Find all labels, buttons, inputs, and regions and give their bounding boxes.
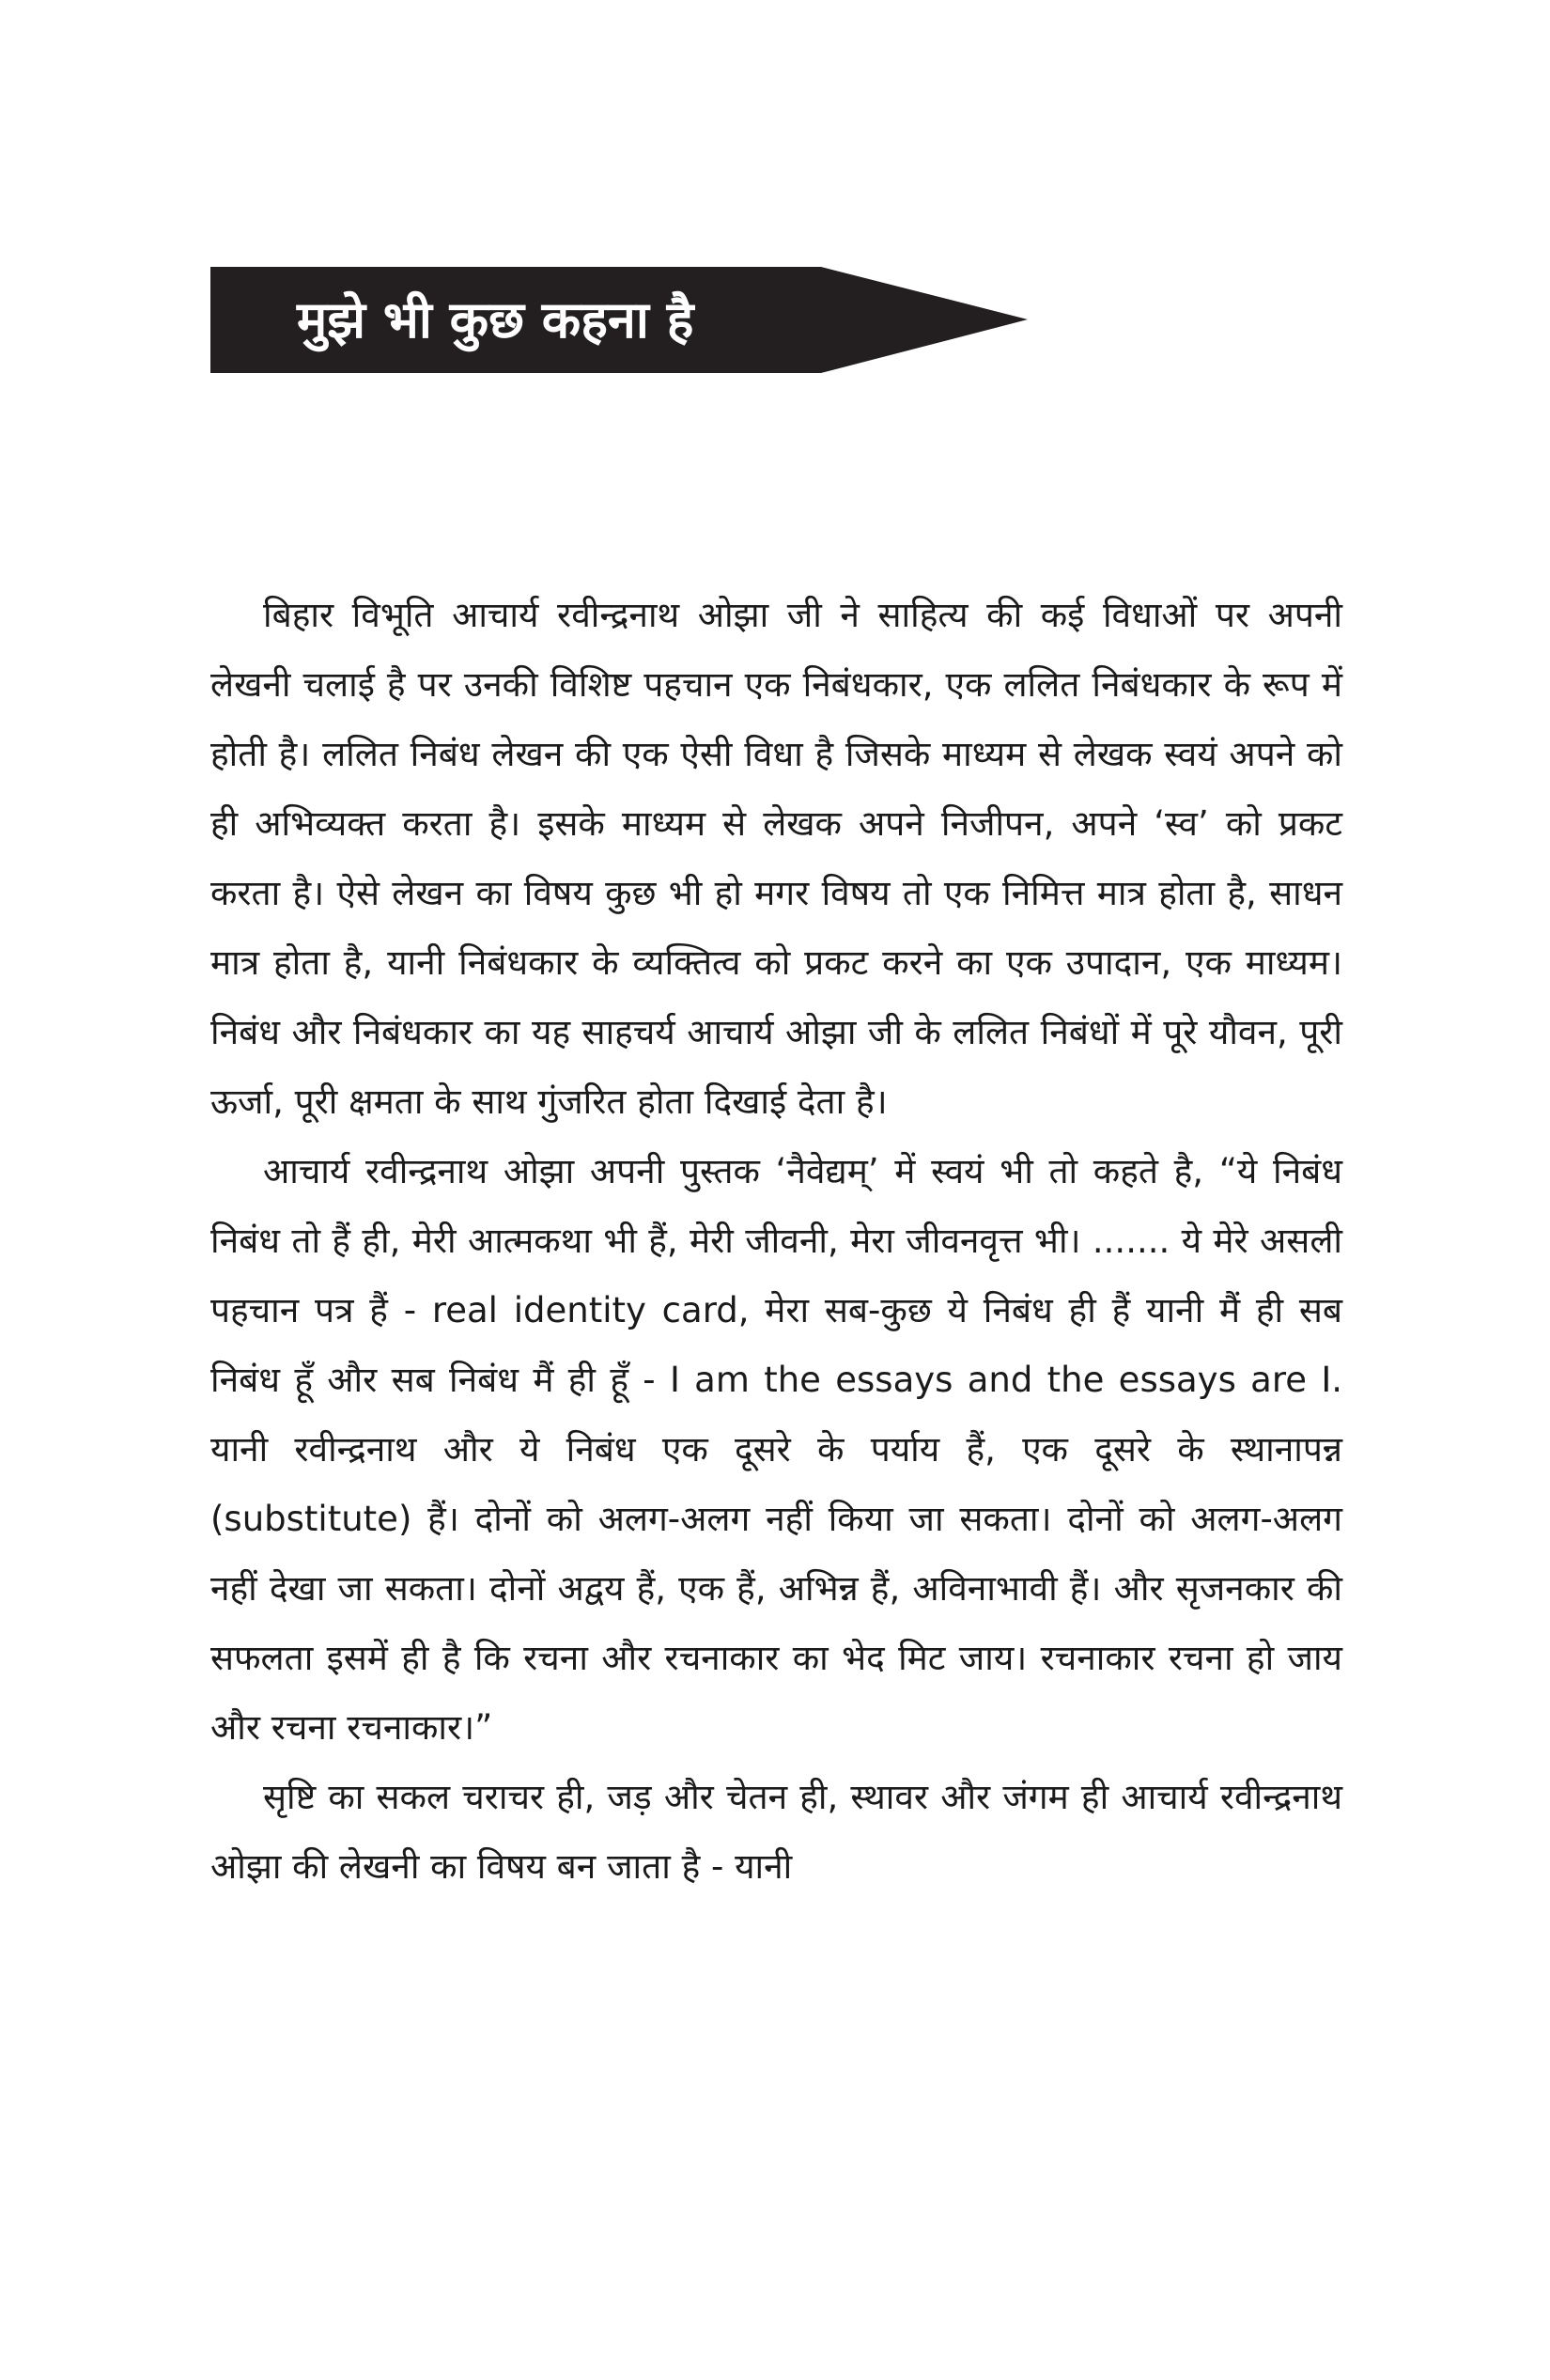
page-title: मुझे भी कुछ कहना है [297,290,694,350]
paragraph-3: सृष्टि का सकल चराचर ही, जड़ और चेतन ही, स्थावर और जंगम ही आचार्य रवीन्द्रनाथ ओझा की लेखनी का विषय बन जाता है - यानी [210,1777,1342,1887]
heading-banner [210,267,1028,373]
paragraph-2: आचार्य रवीन्द्रनाथ ओझा अपनी पुस्तक ‘नैवेद्यम्’ में स्वयं भी तो कहते है, “ये निबंध निबंध तो हैं ही, मेरी आत्मकथा भी हैं, मेरी जीवनी, मेरा जीवनवृत्त भी। ....... ये मेरे असली पहचान पत्र हैं - real identity card, मेरा सब-कुछ ये निबंध ही हैं यानी मैं ही सब निबंध हूँ और सब निबंध मैं ही हूँ - I am the essays and the essays are I. यानी रवीन्द्रनाथ और ये निबंध एक दूसरे के पर्याय हैं, एक दूसरे के स्थानापन्न (substitute) हैं। दोनों को अलग-अलग नहीं किया जा सकता। दोनों को अलग-अलग नहीं देखा जा सकता। दोनों अद्वय हैं, एक हैं, अभिन्न हैं, अविनाभावी हैं। और सृजनकार की सफलता इसमें ही है कि रचना और रचनाकार का भेद मिट जाय। रचनाकार रचना हो जाय और रचना रचनाकार।” [210,1151,1342,1748]
paragraph-1: बिहार विभूति आचार्य रवीन्द्रनाथ ओझा जी ने साहित्य की कई विधाओं पर अपनी लेखनी चलाई है पर उनकी विशिष्ट पहचान एक निबंधकार, एक ललित निबंधकार के रूप में होती है। ललित निबंध लेखन की एक ऐसी विधा है जिसके माध्यम से लेखक स्वयं अपने को ही अभिव्यक्त करता है। इसके माध्यम से लेखक अपने निजीपन, अपने ‘स्व’ को प्रकट करता है। ऐसे लेखन का विषय कुछ भी हो मगर विषय तो एक निमित्त मात्र होता है, साधन मात्र होता है, यानी निबंधकार के व्यक्तित्व को प्रकट करने का एक उपादान, एक माध्यम। निबंध और निबंधकार का यह साहचर्य आचार्य ओझा जी के ललित निबंधों में पूरे यौवन, पूरी ऊर्जा, पूरी क्षमता के साथ गुंजरित होता दिखाई देता है। [210,595,1342,1122]
body-text [210,581,1342,1902]
